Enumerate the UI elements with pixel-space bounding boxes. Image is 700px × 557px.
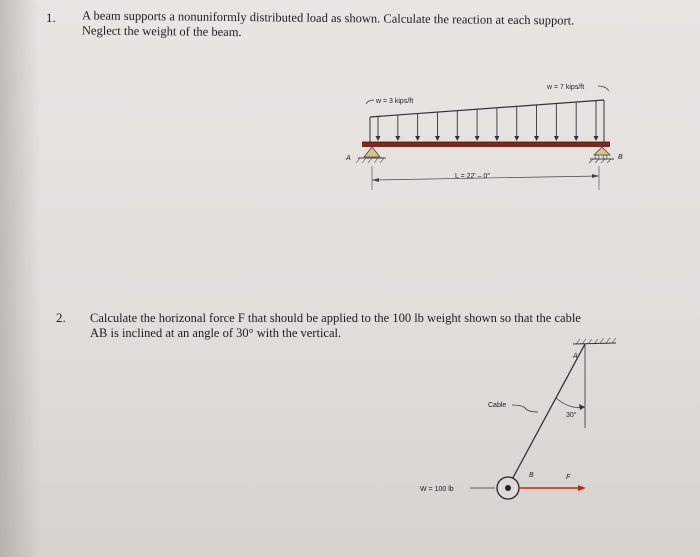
left-load-label: w = 3 kips/ft xyxy=(376,98,414,105)
load-arrow-head xyxy=(475,136,480,141)
load-arrow-head xyxy=(395,136,400,141)
problem-1-number: 1. xyxy=(46,10,56,25)
load-arrow-head xyxy=(514,136,519,141)
load-arrow-head xyxy=(534,136,539,141)
load-arrow-head xyxy=(554,136,559,141)
load-arrow-head xyxy=(594,136,599,141)
force-f-arrowhead xyxy=(578,485,586,491)
load-arrow-head xyxy=(435,136,440,141)
cable-figure xyxy=(420,338,616,499)
problem-1-line-1: A beam supports a nonuniformly distributed load as shown. Calculate the reaction at each support. xyxy=(82,8,575,28)
beam xyxy=(362,142,610,147)
load-arrow-head xyxy=(574,136,579,141)
angle-label: 30° xyxy=(566,412,577,419)
load-arrow-head xyxy=(376,136,381,141)
support-b-label: B xyxy=(618,154,623,161)
problem-2-number: 2. xyxy=(56,310,66,325)
cable-label: Cable xyxy=(488,402,507,409)
weight-label: W = 100 lb xyxy=(420,486,454,493)
load-arrow-head xyxy=(455,136,460,141)
load-arrow-head xyxy=(494,136,499,141)
load-arrows xyxy=(376,101,599,141)
point-b-label: B xyxy=(529,472,534,479)
load-arrow-head xyxy=(415,136,420,141)
right-roller-support xyxy=(589,147,614,163)
cable-leader xyxy=(512,405,538,412)
problem-2-line-1: Calculate the horizonal force F that should be applied to the 100 lb weight shown so that the cable xyxy=(90,311,581,325)
weight-center xyxy=(505,485,511,491)
support-a-label: A xyxy=(346,155,351,162)
left-pin-support xyxy=(356,147,386,163)
point-a-label: A xyxy=(573,353,578,360)
problem-1-line-2: Neglect the weight of the beam. xyxy=(81,23,242,40)
right-load-label: w = 7 kips/ft xyxy=(547,84,585,91)
span-label: L = 22′ – 0″ xyxy=(455,173,490,180)
force-f-label: F xyxy=(566,474,571,481)
problem-2-line-2: AB is inclined at an angle of 30° with the vertical. xyxy=(90,326,342,340)
beam-figure xyxy=(345,84,623,190)
